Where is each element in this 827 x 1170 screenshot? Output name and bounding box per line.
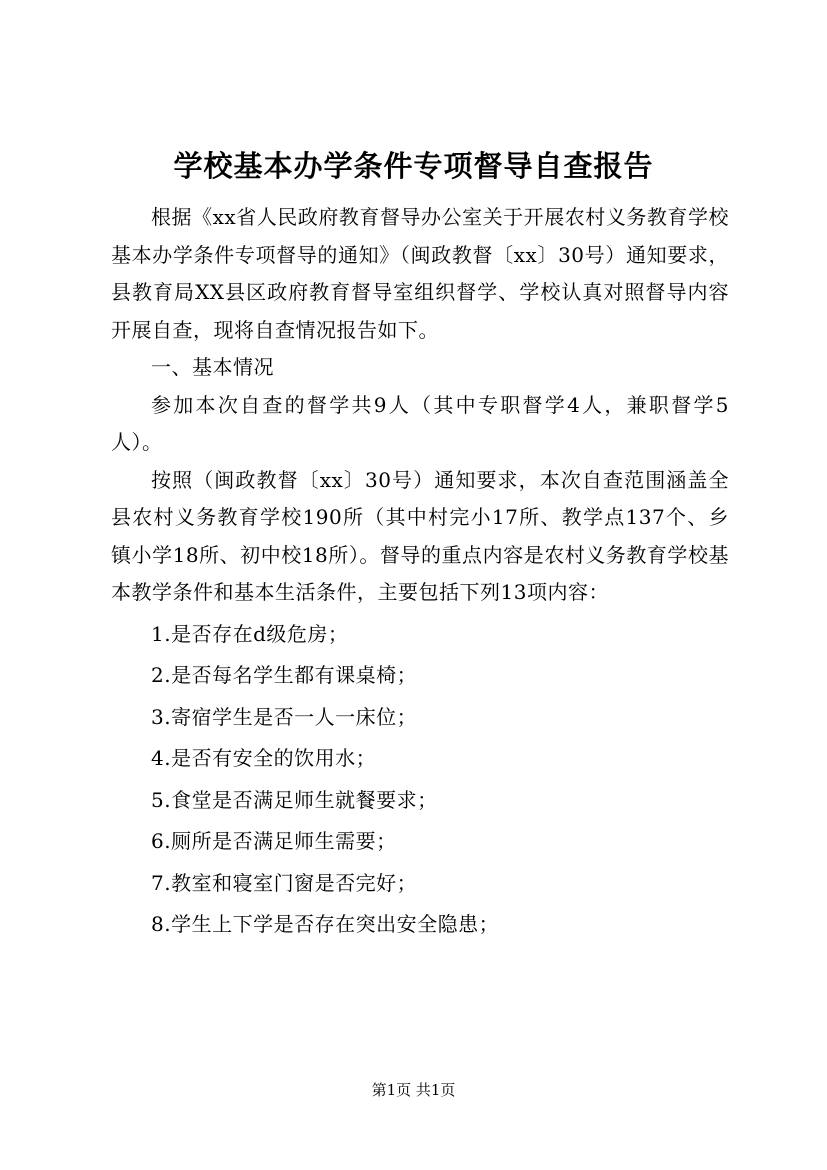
list-item: 2.是否每名学生都有课桌椅； xyxy=(151,663,418,687)
list-item: 6.厕所是否满足师生需要； xyxy=(151,829,397,853)
paragraph-scope: 按照（闽政教督〔xx〕30号）通知要求，本次自查范围涵盖全县农村义务教育学校190所（其中村完小17所、教学点137个、乡镇小学18所、初中校18所）。督导的重点内容是农村义务教育学校基本教学条件和基本生活条件，主要包括下列13项内容： xyxy=(111,467,729,604)
paragraph-inspectors: 参加本次自查的督学共9人（其中专职督学4人，兼职督学5人）。 xyxy=(111,392,729,454)
list-item: 3.寄宿学生是否一人一床位； xyxy=(151,704,418,729)
inspection-items-list xyxy=(111,614,729,946)
document-title: 学校基本办学条件专项督导自查报告 xyxy=(173,149,654,183)
list-item: 7.教室和寝室门窗是否完好； xyxy=(151,870,418,895)
section-heading-basic-info: 一、基本情况 xyxy=(151,355,274,379)
list-item: 4.是否有安全的饮用水； xyxy=(151,746,377,770)
list-item: 5.食堂是否满足师生就餐要求； xyxy=(151,787,438,812)
list-item: 1.是否存在d级危房； xyxy=(151,621,349,646)
page-footer: 第1页 共1页 xyxy=(371,1081,456,1099)
list-item: 8.学生上下学是否存在突出安全隐患； xyxy=(151,912,500,936)
document-body xyxy=(111,199,729,946)
paragraph-intro: 根据《xx省人民政府教育督导办公室关于开展农村义务教育学校基本办学条件专项督导的通知》（闽政教督〔xx〕30号）通知要求，县教育局XX县区政府教育督导室组织督学、学校认真对照督导内容开展自查，现将自查情况报告如下。 xyxy=(111,205,729,342)
